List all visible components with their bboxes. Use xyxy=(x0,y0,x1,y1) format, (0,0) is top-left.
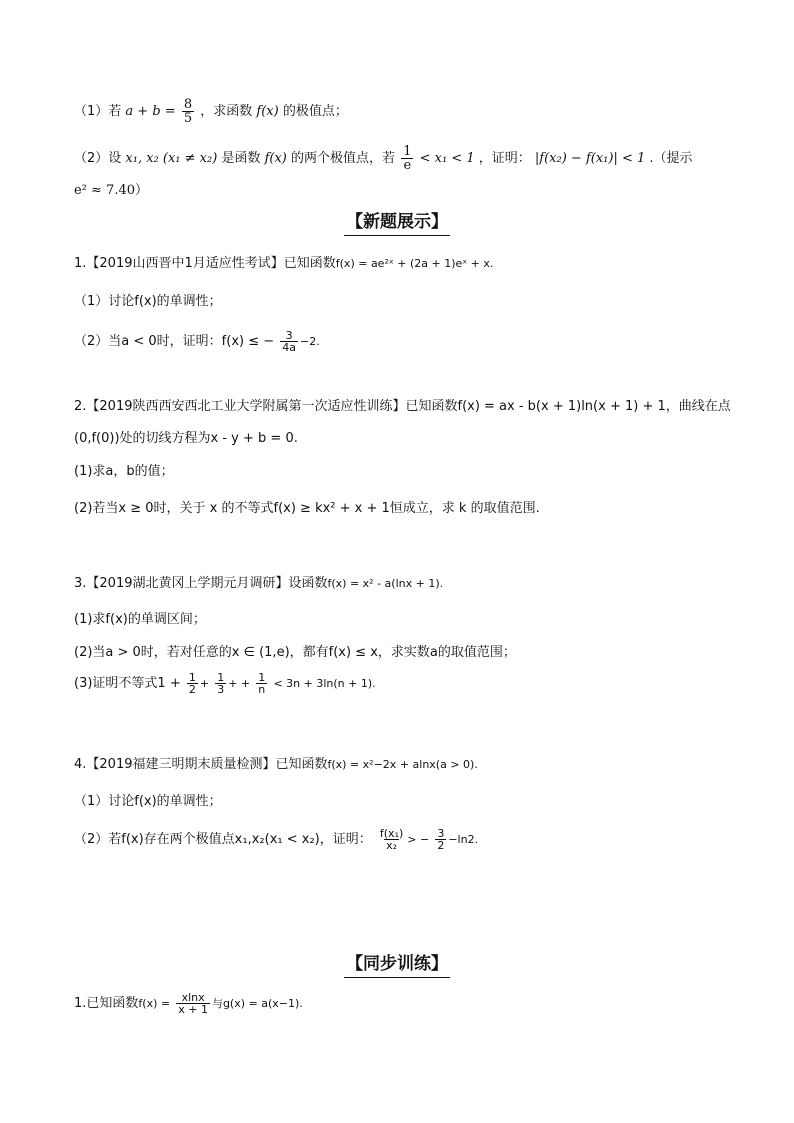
problem-2-part-1: (1)求a，b的值； xyxy=(74,464,174,479)
sync-problem-1: 1.已知函数f(x) = $\frac{xlnx}{x + 1}$ 与g(x) = a(x−1). xyxy=(74,991,303,1016)
section-title-new-problems: 【新题展示】 xyxy=(0,214,794,231)
problem-3-part-1: (1)求f(x)的单调区间； xyxy=(74,612,206,627)
intro-part-2: （2）设 x₁, x₂ (x₁ ≠ x₂) 是函数 f(x) 的两个极值点，若 $\frac{1}{e}$ < x₁ < 1 ，证明： |f(x₂) − f(x₁)| < 1 .（提示 xyxy=(74,144,693,173)
intro-hint: e² ≈ 7.40） xyxy=(74,183,149,198)
problem-4-part-2: （2）若f(x)存在两个极值点x₁,x₂(x₁ < x₂)，证明： $\frac{\text{f(x₁)}}{\text{x₂}}$ > − $\frac{3}{2}$ −ln2. xyxy=(74,827,479,852)
intro-part-1: （1）若 a + b = $\frac{8}{5}$ ，求函数 f(x) 的极值点； xyxy=(74,97,348,126)
problem-1-part-1: （1）讨论f(x)的单调性； xyxy=(74,294,222,309)
problem-2-line-2: (0,f(0))处的切线方程为x - y + b = 0. xyxy=(74,431,298,446)
fraction-fx1-x2: $\frac{\text{f(x₁)}}{\text{x₂}}$ xyxy=(379,827,404,852)
fraction-1-2: $\frac{1}{2}$ xyxy=(188,671,196,696)
fraction-3-4a: $\frac{3}{4a}$ xyxy=(282,329,297,354)
section-title-sync-training: 【同步训练】 xyxy=(0,956,794,973)
fraction-1-3: $\frac{1}{3}$ xyxy=(217,671,225,696)
problem-4-head: 4.【2019福建三明期末质量检测】已知函数f(x) = x²−2x + alnx(a > 0). xyxy=(74,757,478,772)
fraction-1-n: $\frac{1}{n}$ xyxy=(258,671,266,696)
problem-2-part-2: (2)若当x ≥ 0时，关于 x 的不等式f(x) ≥ kx² + x + 1恒成立，求 k 的取值范围. xyxy=(74,501,540,516)
problem-1-head: 1.【2019山西晋中1月适应性考试】已知函数f(x) = ae²ˣ + (2a + 1)eˣ + x. xyxy=(74,256,494,271)
problem-2-head: 2.【2019陕西西安西北工业大学附属第一次适应性训练】已知函数f(x) = ax - b(x + 1)ln(x + 1) + 1，曲线在点 xyxy=(74,399,731,414)
fraction-1-e: $\frac{1}{e}$ xyxy=(403,144,412,173)
problem-1-part-2: （2）当a < 0时，证明：f(x) ≤ − $\frac{3}{4a}$ −2. xyxy=(74,329,320,354)
fraction-8-5: $\frac{8}{5}$ xyxy=(183,97,193,126)
problem-4-part-1: （1）讨论f(x)的单调性； xyxy=(74,794,222,809)
problem-3-part-2: (2)当a > 0时，若对任意的x ∈ (1,e)，都有f(x) ≤ x，求实数a的取值范围； xyxy=(74,645,516,660)
fraction-3-2: $\frac{3}{2}$ xyxy=(437,827,445,852)
problem-3-head: 3.【2019湖北黄冈上学期元月调研】设函数f(x) = x² - a(lnx + 1). xyxy=(74,576,444,591)
fraction-xlnx: $\frac{xlnx}{x + 1}$ xyxy=(178,991,208,1016)
problem-3-part-3: (3)证明不等式1 + $\frac{1}{2}$ + $\frac{1}{3}$ + + $\frac{1}{n}$ < 3n + 3ln(n + 1). xyxy=(74,671,376,696)
